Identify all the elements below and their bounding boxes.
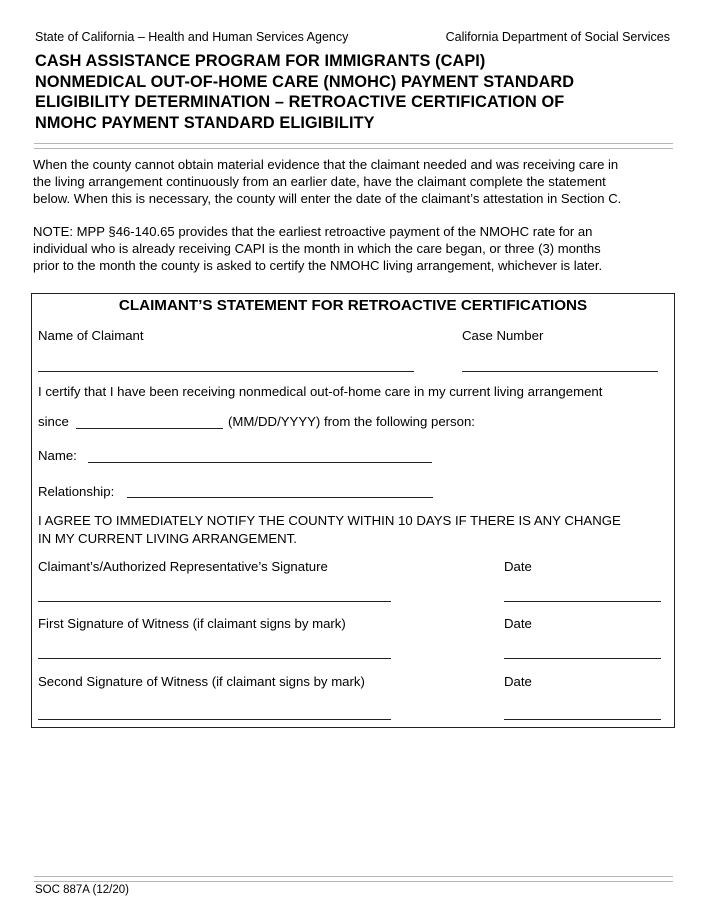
title-divider [34,143,673,149]
since-label: since [38,414,69,429]
case-number-field[interactable] [462,371,658,372]
footer-divider [34,876,673,882]
claimant-signature-field[interactable] [38,601,391,602]
relationship-field[interactable] [127,497,433,498]
first-witness-label: First Signature of Witness (if claimant signs by mark) [38,616,346,631]
statement-title: CLAIMANT’S STATEMENT FOR RETROACTIVE CERTIFICATIONS [118,297,588,314]
claimant-signature-label: Claimant’s/Authorized Representative’s Signature [38,559,328,574]
caregiver-name-field[interactable] [88,462,432,463]
note-line: NOTE: MPP §46-140.65 provides that the earliest retroactive payment of the NMOHC rate for an [33,224,593,239]
department-header: California Department of Social Services [445,30,670,44]
certify-statement: I certify that I have been receiving nonmedical out-of-home care in my current living arrangement [38,384,603,399]
claimant-signature-date-field[interactable] [504,601,661,602]
form-number: SOC 887A (12/20) [35,884,129,896]
caregiver-name-label: Name: [38,448,77,463]
note-paragraph [33,223,678,274]
title-line: NMOHC PAYMENT STANDARD ELIGIBILITY [35,113,375,132]
intro-line: When the county cannot obtain material evidence that the claimant needed and was receiving care in [33,157,619,172]
note-line: individual who is already receiving CAPI is the month in which the care began, or three (3) months [33,241,601,256]
date-label: Date [504,674,532,689]
claimant-name-field[interactable] [38,371,414,372]
intro-paragraph [33,156,678,207]
agree-line: IN MY CURRENT LIVING ARRANGEMENT. [38,531,297,546]
relationship-label: Relationship: [38,484,115,499]
since-date-field[interactable] [76,428,223,429]
date-label: Date [504,559,532,574]
agree-statement [38,512,621,548]
date-label: Date [504,616,532,631]
agree-line: I AGREE TO IMMEDIATELY NOTIFY THE COUNTY WITHIN 10 DAYS IF THERE IS ANY CHANGE [38,513,621,528]
second-witness-date-field[interactable] [504,719,661,720]
intro-line: below. When this is necessary, the county will enter the date of the claimant’s attestation in Section C. [33,191,622,206]
case-number-label: Case Number [462,328,544,343]
note-line: prior to the month the county is asked to certify the NMOHC living arrangement, whichever is later. [33,258,603,273]
title-line: NONMEDICAL OUT-OF-HOME CARE (NMOHC) PAYMENT STANDARD [35,72,575,91]
title-line: ELIGIBILITY DETERMINATION – RETROACTIVE CERTIFICATION OF [35,93,565,111]
claimant-statement-box [31,293,675,728]
second-witness-label: Second Signature of Witness (if claimant signs by mark) [38,674,365,689]
first-witness-signature-field[interactable] [38,658,391,659]
first-witness-date-field[interactable] [504,658,661,659]
name-of-claimant-label: Name of Claimant [38,328,144,343]
intro-line: the living arrangement continuously from an earlier date, have the claimant complete the statement [33,174,606,189]
date-format-text: (MM/DD/YYYY) from the following person: [228,414,475,429]
form-title [35,51,675,133]
second-witness-signature-field[interactable] [38,719,391,720]
agency-header: State of California – Health and Human Services Agency [35,30,349,44]
title-line: CASH ASSISTANCE PROGRAM FOR IMMIGRANTS (CAPI) [35,52,486,70]
